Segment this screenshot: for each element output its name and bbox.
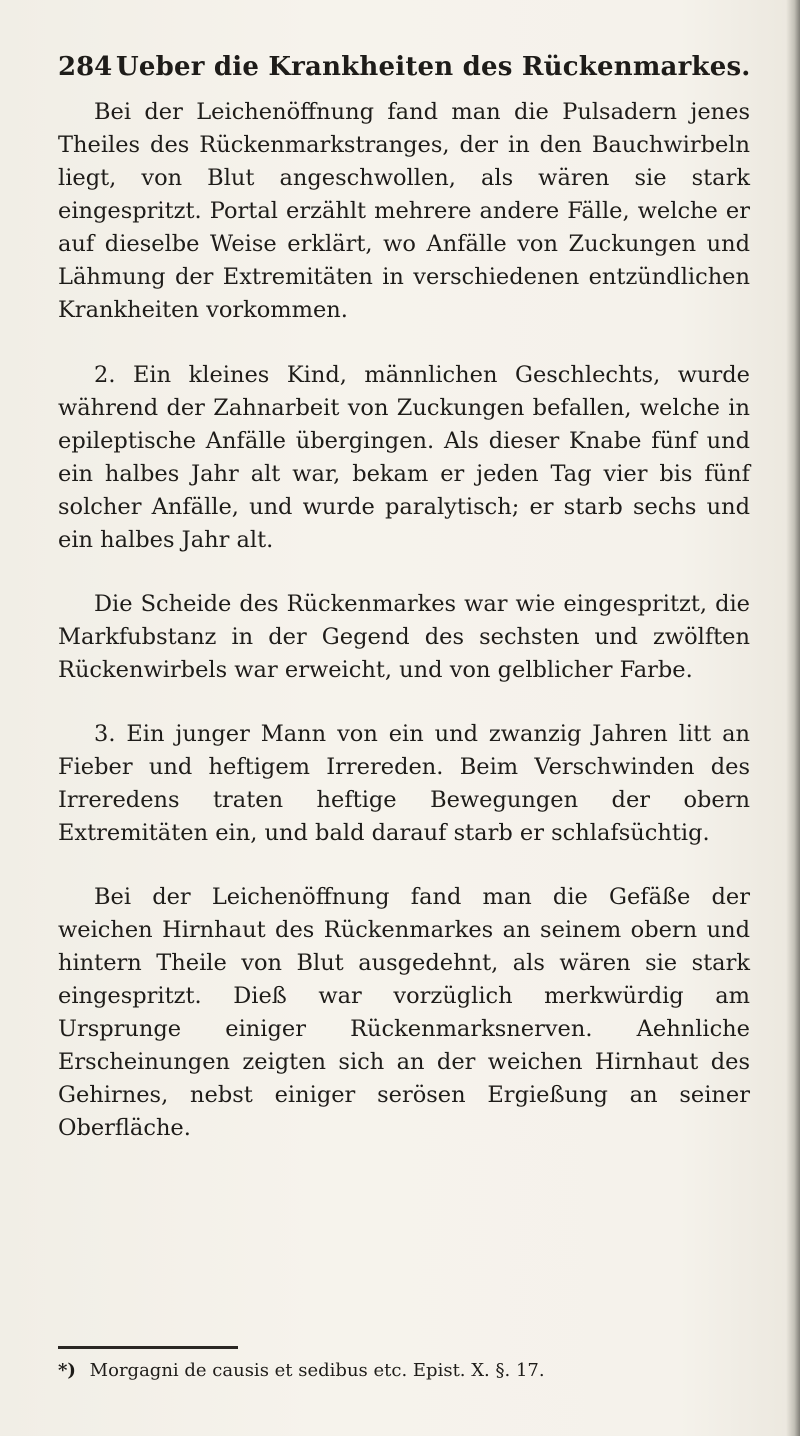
- paragraph-4: 3. Ein junger Mann von ein und zwanzig Jahren litt an Fieber und heftigem Irrereden. Beim Verschwinden des Irreredens traten heftige Bewegungen der obern Extremitäten ein, und bald darauf starb er schlafsüchtig.: [58, 721, 750, 846]
- paragraph-3: Die Scheide des Rückenmarkes war wie eingespritzt, die Markfubstanz in der Gegend des sechsten und zwölften Rückenwirbels war erweicht, und von gelblicher Farbe.: [58, 591, 750, 683]
- page-edge-shadow: [786, 0, 800, 1436]
- body-text: [58, 96, 750, 1145]
- paragraph-5: Bei der Leichenöffnung fand man die Gefäße der weichen Hirnhaut des Rückenmarkes an seinem obern und hintern Theile von Blut ausgedehnt, als wären sie stark eingespritzt. Dieß war vorzüglich merkwürdig am Ursprunge einiger Rückenmarksnerven. Aehnliche Erscheinungen zeigten sich an der weichen Hirnhaut des Gehirnes, nebst einiger serösen Ergießung an seiner Oberfläche.: [58, 884, 750, 1141]
- footnote-marker: *): [58, 1360, 76, 1381]
- paragraph-2: 2. Ein kleines Kind, männlichen Geschlechts, wurde während der Zahnarbeit von Zuckungen befallen, welche in epileptische Anfälle übergingen. Als dieser Knabe fünf und ein halbes Jahr alt war, bekam er jeden Tag vier bis fünf solcher Anfälle, und wurde paralytisch; er starb sechs und ein halbes Jahr alt.: [58, 362, 750, 553]
- footnote-rule: [58, 1346, 238, 1349]
- footnote: [58, 1356, 748, 1386]
- footnote-text: Morgagni de causis et sedibus etc. Epist. X. §. 17.: [89, 1360, 545, 1381]
- running-title: Ueber die Krankheiten des Rückenmarkes.: [116, 52, 751, 82]
- paragraph-1: Bei der Leichenöffnung fand man die Pulsadern jenes Theiles des Rückenmarkstranges, der in den Bauchwirbeln liegt, von Blut angeschwollen, als wären sie stark eingespritzt. Portal erzählt mehrere andere Fälle, welche er auf dieselbe Weise erklärt, wo Anfälle von Zuckungen und Lähmung der Extremitäten in verschiedenen entzündlichen Krankheiten vorkommen.: [58, 99, 750, 323]
- page-number: 284: [58, 52, 113, 82]
- page-header: [58, 44, 751, 90]
